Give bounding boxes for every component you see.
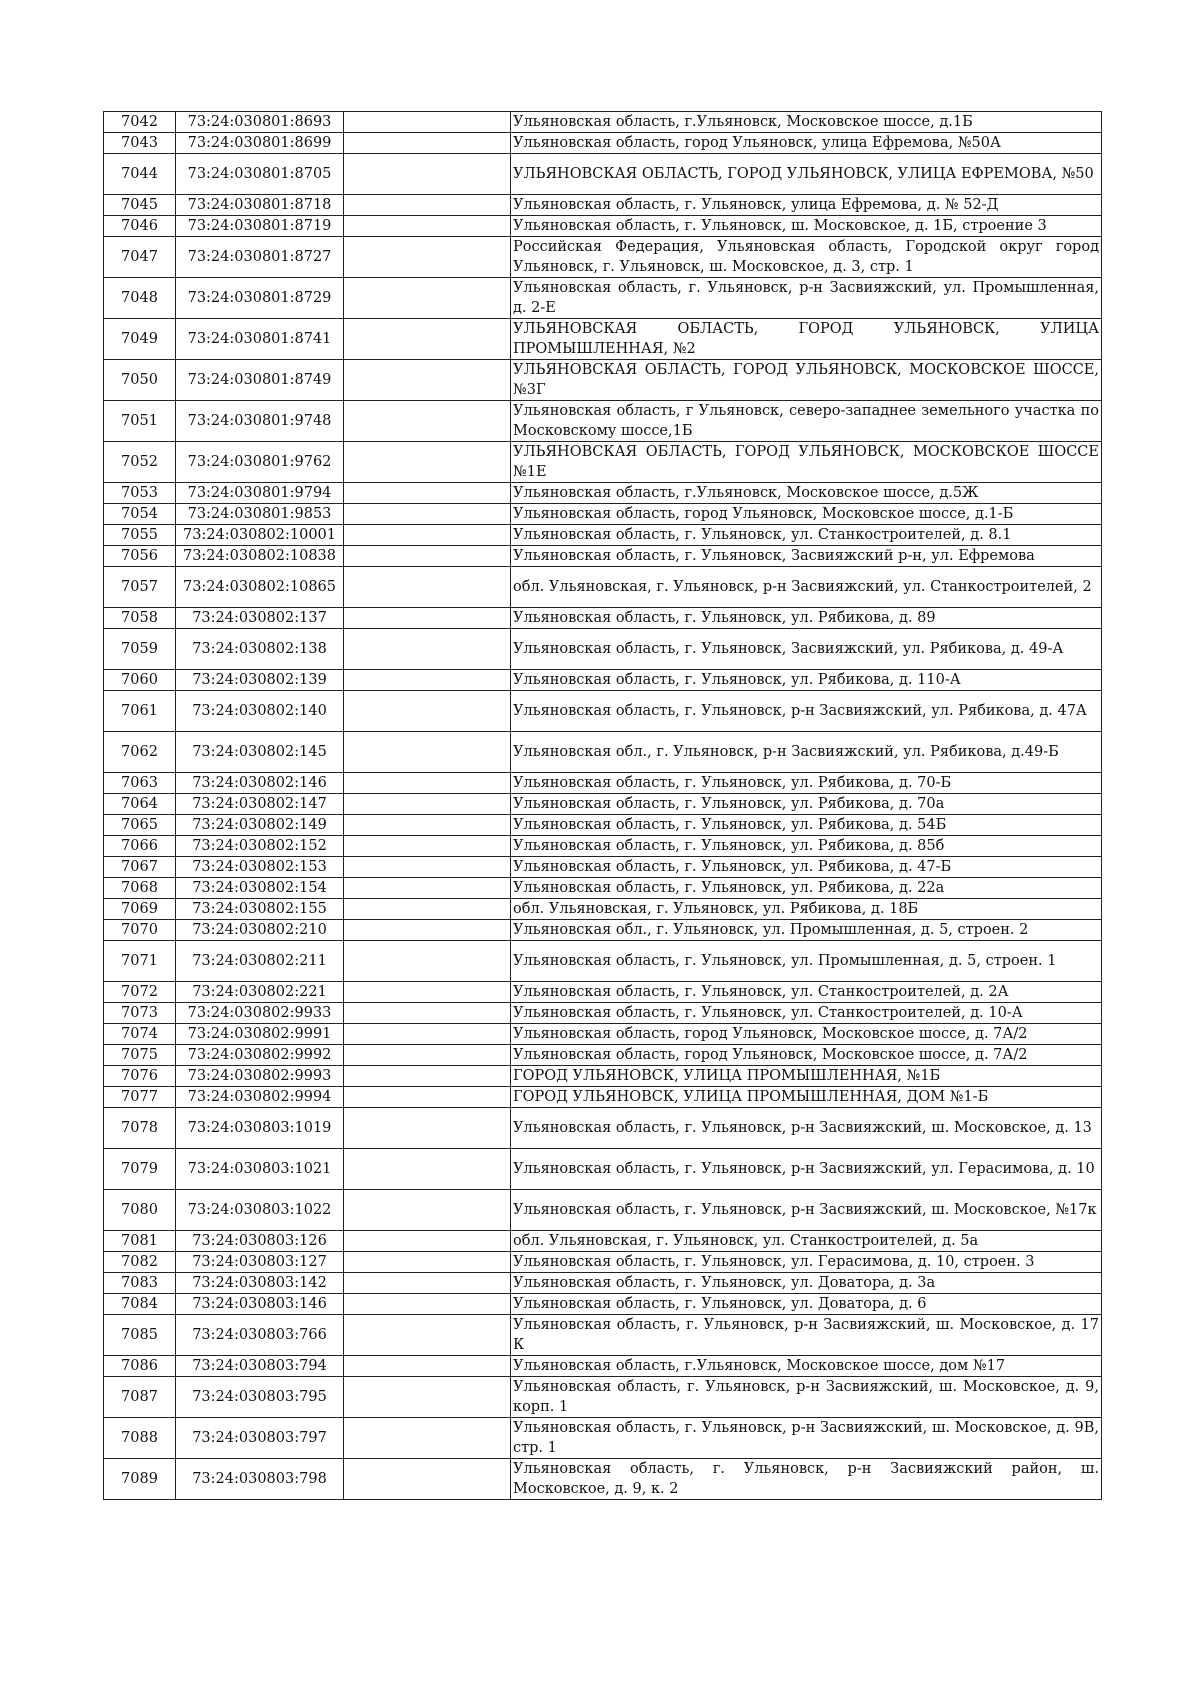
document-page — [103, 111, 1101, 1500]
address-cell: Ульяновская область, г. Ульяновск, ул. Станкостроителей, д. 8.1 — [511, 525, 1102, 546]
row-number: 7089 — [104, 1459, 176, 1500]
empty-cell — [344, 195, 511, 216]
cadastral-number: 73:24:030802:137 — [176, 608, 344, 629]
cadastral-number: 73:24:030803:1019 — [176, 1108, 344, 1149]
row-number: 7084 — [104, 1294, 176, 1315]
address-cell: УЛЬЯНОВСКАЯ ОБЛАСТЬ, ГОРОД УЛЬЯНОВСК, УЛИЦА ЕФРЕМОВА, №50 — [511, 154, 1102, 195]
empty-cell — [344, 1294, 511, 1315]
address-cell: УЛЬЯНОВСКАЯ ОБЛАСТЬ, ГОРОД УЛЬЯНОВСК, УЛИЦА ПРОМЫШЛЕННАЯ, №2 — [511, 319, 1102, 360]
row-number: 7077 — [104, 1087, 176, 1108]
row-number: 7072 — [104, 982, 176, 1003]
table-row — [104, 567, 1102, 608]
row-number: 7080 — [104, 1190, 176, 1231]
address-cell: Ульяновская область, г. Ульяновск, ш. Московское, д. 1Б, строение 3 — [511, 216, 1102, 237]
cadastral-number: 73:24:030802:10865 — [176, 567, 344, 608]
address-cell: обл. Ульяновская, г. Ульяновск, ул. Рябикова, д. 18Б — [511, 899, 1102, 920]
empty-cell — [344, 567, 511, 608]
cadastral-number: 73:24:030801:9748 — [176, 401, 344, 442]
table-body — [104, 112, 1102, 1500]
address-cell: Ульяновская область, город Ульяновск, Московское шоссе, д. 7А/2 — [511, 1045, 1102, 1066]
table-row — [104, 1294, 1102, 1315]
empty-cell — [344, 815, 511, 836]
empty-cell — [344, 154, 511, 195]
empty-cell — [344, 1108, 511, 1149]
empty-cell — [344, 1315, 511, 1356]
address-cell: Ульяновская область, г. Ульяновск, ул. Рябикова, д. 54Б — [511, 815, 1102, 836]
row-number: 7087 — [104, 1377, 176, 1418]
table-row — [104, 941, 1102, 982]
row-number: 7046 — [104, 216, 176, 237]
address-cell: Ульяновская область, г. Ульяновск, р-н Засвияжский, ш. Московское, д. 13 — [511, 1108, 1102, 1149]
cadastral-number: 73:24:030801:8729 — [176, 278, 344, 319]
table-row — [104, 442, 1102, 483]
empty-cell — [344, 732, 511, 773]
cadastral-number: 73:24:030801:8718 — [176, 195, 344, 216]
empty-cell — [344, 546, 511, 567]
table-row — [104, 504, 1102, 525]
cadastral-number: 73:24:030803:797 — [176, 1418, 344, 1459]
address-cell: Ульяновская область, г. Ульяновск, р-н Засвияжский, ш. Московское, д. 9В, стр. 1 — [511, 1418, 1102, 1459]
table-row — [104, 982, 1102, 1003]
address-cell: Ульяновская область, г. Ульяновск, р-н Засвияжский район, ш. Московское, д. 9, к. 2 — [511, 1459, 1102, 1500]
table-row — [104, 1315, 1102, 1356]
row-number: 7083 — [104, 1273, 176, 1294]
address-cell: УЛЬЯНОВСКАЯ ОБЛАСТЬ, ГОРОД УЛЬЯНОВСК, МОСКОВСКОЕ ШОССЕ, №3Г — [511, 360, 1102, 401]
empty-cell — [344, 1356, 511, 1377]
cadastral-number: 73:24:030802:9991 — [176, 1024, 344, 1045]
row-number: 7062 — [104, 732, 176, 773]
row-number: 7076 — [104, 1066, 176, 1087]
empty-cell — [344, 1024, 511, 1045]
cadastral-number: 73:24:030803:795 — [176, 1377, 344, 1418]
row-number: 7086 — [104, 1356, 176, 1377]
empty-cell — [344, 982, 511, 1003]
address-cell: Ульяновская область, г. Ульяновск, р-н Засвияжский, ул. Рябикова, д. 47А — [511, 691, 1102, 732]
cadastral-number: 73:24:030803:1021 — [176, 1149, 344, 1190]
address-cell: Ульяновская область, г. Ульяновск, ул. Рябикова, д. 22а — [511, 878, 1102, 899]
row-number: 7069 — [104, 899, 176, 920]
cadastral-number: 73:24:030802:9993 — [176, 1066, 344, 1087]
empty-cell — [344, 670, 511, 691]
address-cell: ГОРОД УЛЬЯНОВСК, УЛИЦА ПРОМЫШЛЕННАЯ, ДОМ №1-Б — [511, 1087, 1102, 1108]
cadastral-number: 73:24:030803:794 — [176, 1356, 344, 1377]
empty-cell — [344, 1149, 511, 1190]
table-row — [104, 319, 1102, 360]
empty-cell — [344, 794, 511, 815]
table-row — [104, 878, 1102, 899]
table-row — [104, 920, 1102, 941]
address-cell: Ульяновская область, город Ульяновск, улица Ефремова, №50А — [511, 133, 1102, 154]
cadastral-number: 73:24:030801:8719 — [176, 216, 344, 237]
empty-cell — [344, 278, 511, 319]
row-number: 7067 — [104, 857, 176, 878]
cadastral-number: 73:24:030802:210 — [176, 920, 344, 941]
row-number: 7051 — [104, 401, 176, 442]
table-row — [104, 278, 1102, 319]
cadastral-number: 73:24:030802:139 — [176, 670, 344, 691]
table-row — [104, 815, 1102, 836]
empty-cell — [344, 483, 511, 504]
empty-cell — [344, 1418, 511, 1459]
address-cell: Ульяновская область, г. Ульяновск, Засвияжский р-н, ул. Ефремова — [511, 546, 1102, 567]
address-cell: Ульяновская область, г. Ульяновск, ул. Доватора, д. 3а — [511, 1273, 1102, 1294]
cadastral-number: 73:24:030802:153 — [176, 857, 344, 878]
row-number: 7058 — [104, 608, 176, 629]
table-row — [104, 1108, 1102, 1149]
address-cell: Ульяновская область, г. Ульяновск, ул. Промышленная, д. 5, строен. 1 — [511, 941, 1102, 982]
table-row — [104, 195, 1102, 216]
table-row — [104, 1087, 1102, 1108]
row-number: 7049 — [104, 319, 176, 360]
empty-cell — [344, 899, 511, 920]
address-cell: Ульяновская область, г.Ульяновск, Московское шоссе, дом №17 — [511, 1356, 1102, 1377]
cadastral-number: 73:24:030801:9794 — [176, 483, 344, 504]
empty-cell — [344, 1066, 511, 1087]
table-row — [104, 237, 1102, 278]
cadastral-number: 73:24:030802:138 — [176, 629, 344, 670]
address-cell: Ульяновская область, г. Ульяновск, ул. Станкостроителей, д. 2А — [511, 982, 1102, 1003]
row-number: 7081 — [104, 1231, 176, 1252]
table-row — [104, 1231, 1102, 1252]
row-number: 7045 — [104, 195, 176, 216]
table-row — [104, 112, 1102, 133]
empty-cell — [344, 1087, 511, 1108]
row-number: 7047 — [104, 237, 176, 278]
address-cell: Ульяновская область, г Ульяновск, северо-западнее земельного участка по Московскому шоссе,1Б — [511, 401, 1102, 442]
table-row — [104, 1190, 1102, 1231]
address-cell: Ульяновская область, г. Ульяновск, ул. Рябикова, д. 85б — [511, 836, 1102, 857]
cadastral-number: 73:24:030803:142 — [176, 1273, 344, 1294]
cadastral-number: 73:24:030802:146 — [176, 773, 344, 794]
row-number: 7073 — [104, 1003, 176, 1024]
cadastral-number: 73:24:030802:9992 — [176, 1045, 344, 1066]
empty-cell — [344, 1273, 511, 1294]
row-number: 7064 — [104, 794, 176, 815]
address-cell: Ульяновская обл., г. Ульяновск, ул. Промышленная, д. 5, строен. 2 — [511, 920, 1102, 941]
cadastral-number: 73:24:030801:8693 — [176, 112, 344, 133]
table-row — [104, 1356, 1102, 1377]
table-row — [104, 1252, 1102, 1273]
row-number: 7079 — [104, 1149, 176, 1190]
address-cell: УЛЬЯНОВСКАЯ ОБЛАСТЬ, ГОРОД УЛЬЯНОВСК, МОСКОВСКОЕ ШОССЕ №1Е — [511, 442, 1102, 483]
table-row — [104, 1459, 1102, 1500]
cadastral-number: 73:24:030801:8749 — [176, 360, 344, 401]
row-number: 7074 — [104, 1024, 176, 1045]
cadastral-number: 73:24:030801:9853 — [176, 504, 344, 525]
cadastral-number: 73:24:030802:9994 — [176, 1087, 344, 1108]
table-row — [104, 899, 1102, 920]
row-number: 7050 — [104, 360, 176, 401]
table-row — [104, 401, 1102, 442]
row-number: 7053 — [104, 483, 176, 504]
table-row — [104, 857, 1102, 878]
cadastral-number: 73:24:030802:221 — [176, 982, 344, 1003]
cadastral-number: 73:24:030802:10838 — [176, 546, 344, 567]
table-row — [104, 1024, 1102, 1045]
table-row — [104, 1066, 1102, 1087]
cadastral-number: 73:24:030802:155 — [176, 899, 344, 920]
row-number: 7055 — [104, 525, 176, 546]
row-number: 7085 — [104, 1315, 176, 1356]
empty-cell — [344, 941, 511, 982]
address-cell: ГОРОД УЛЬЯНОВСК, УЛИЦА ПРОМЫШЛЕННАЯ, №1Б — [511, 1066, 1102, 1087]
empty-cell — [344, 237, 511, 278]
cadastral-number: 73:24:030803:146 — [176, 1294, 344, 1315]
empty-cell — [344, 836, 511, 857]
table-row — [104, 773, 1102, 794]
cadastral-number: 73:24:030802:147 — [176, 794, 344, 815]
row-number: 7052 — [104, 442, 176, 483]
row-number: 7054 — [104, 504, 176, 525]
table-row — [104, 546, 1102, 567]
address-cell: Российская Федерация, Ульяновская область, Городской округ город Ульяновск, г. Ульяновск, ш. Московское, д. 3, стр. 1 — [511, 237, 1102, 278]
address-cell: Ульяновская область, г. Ульяновск, Засвияжский, ул. Рябикова, д. 49-А — [511, 629, 1102, 670]
empty-cell — [344, 857, 511, 878]
empty-cell — [344, 442, 511, 483]
cadastral-number: 73:24:030801:8741 — [176, 319, 344, 360]
empty-cell — [344, 608, 511, 629]
address-cell: Ульяновская область, г. Ульяновск, ул. Рябикова, д. 89 — [511, 608, 1102, 629]
cadastral-number: 73:24:030803:127 — [176, 1252, 344, 1273]
table-row — [104, 732, 1102, 773]
empty-cell — [344, 629, 511, 670]
address-cell: Ульяновская область, г. Ульяновск, ул. Рябикова, д. 47-Б — [511, 857, 1102, 878]
table-row — [104, 216, 1102, 237]
row-number: 7071 — [104, 941, 176, 982]
cadastral-number: 73:24:030802:152 — [176, 836, 344, 857]
empty-cell — [344, 1459, 511, 1500]
row-number: 7059 — [104, 629, 176, 670]
empty-cell — [344, 920, 511, 941]
row-number: 7066 — [104, 836, 176, 857]
address-cell: Ульяновская область, г. Ульяновск, р-н Засвияжский, ш. Московское, №17к — [511, 1190, 1102, 1231]
address-cell: Ульяновская область, г. Ульяновск, ул. Рябикова, д. 110-А — [511, 670, 1102, 691]
address-cell: Ульяновская область, г. Ульяновск, р-н Засвияжский, ш. Московское, д. 17 К — [511, 1315, 1102, 1356]
table-row — [104, 1149, 1102, 1190]
table-row — [104, 154, 1102, 195]
cadastral-number: 73:24:030802:154 — [176, 878, 344, 899]
address-cell: Ульяновская область, г. Ульяновск, ул. Герасимова, д. 10, строен. 3 — [511, 1252, 1102, 1273]
table-row — [104, 794, 1102, 815]
address-cell: Ульяновская область, город Ульяновск, Московское шоссе, д.1-Б — [511, 504, 1102, 525]
empty-cell — [344, 133, 511, 154]
property-table — [103, 111, 1102, 1500]
row-number: 7057 — [104, 567, 176, 608]
cadastral-number: 73:24:030803:1022 — [176, 1190, 344, 1231]
empty-cell — [344, 691, 511, 732]
cadastral-number: 73:24:030802:140 — [176, 691, 344, 732]
table-row — [104, 691, 1102, 732]
row-number: 7078 — [104, 1108, 176, 1149]
empty-cell — [344, 1231, 511, 1252]
address-cell: Ульяновская обл., г. Ульяновск, р-н Засвияжский, ул. Рябикова, д.49-Б — [511, 732, 1102, 773]
row-number: 7044 — [104, 154, 176, 195]
cadastral-number: 73:24:030802:211 — [176, 941, 344, 982]
row-number: 7088 — [104, 1418, 176, 1459]
row-number: 7061 — [104, 691, 176, 732]
address-cell: Ульяновская область, г. Ульяновск, ул. Рябикова, д. 70а — [511, 794, 1102, 815]
cadastral-number: 73:24:030802:9933 — [176, 1003, 344, 1024]
cadastral-number: 73:24:030801:8705 — [176, 154, 344, 195]
table-row — [104, 629, 1102, 670]
row-number: 7042 — [104, 112, 176, 133]
empty-cell — [344, 525, 511, 546]
empty-cell — [344, 401, 511, 442]
empty-cell — [344, 1190, 511, 1231]
address-cell: Ульяновская область, г.Ульяновск, Московское шоссе, д.1Б — [511, 112, 1102, 133]
table-row — [104, 133, 1102, 154]
table-row — [104, 836, 1102, 857]
table-row — [104, 1418, 1102, 1459]
empty-cell — [344, 1003, 511, 1024]
address-cell: Ульяновская область, г. Ульяновск, р-н Засвияжский, ул. Промышленная, д. 2-Е — [511, 278, 1102, 319]
cadastral-number: 73:24:030801:9762 — [176, 442, 344, 483]
empty-cell — [344, 319, 511, 360]
empty-cell — [344, 1377, 511, 1418]
table-row — [104, 525, 1102, 546]
table-row — [104, 1377, 1102, 1418]
cadastral-number: 73:24:030802:10001 — [176, 525, 344, 546]
row-number: 7056 — [104, 546, 176, 567]
table-row — [104, 360, 1102, 401]
address-cell: Ульяновская область, г. Ульяновск, ул. Доватора, д. 6 — [511, 1294, 1102, 1315]
table-row — [104, 483, 1102, 504]
empty-cell — [344, 1252, 511, 1273]
cadastral-number: 73:24:030803:798 — [176, 1459, 344, 1500]
table-row — [104, 1003, 1102, 1024]
address-cell: Ульяновская область, город Ульяновск, Московское шоссе, д. 7А/2 — [511, 1024, 1102, 1045]
table-row — [104, 608, 1102, 629]
row-number: 7063 — [104, 773, 176, 794]
empty-cell — [344, 360, 511, 401]
row-number: 7082 — [104, 1252, 176, 1273]
row-number: 7065 — [104, 815, 176, 836]
row-number: 7048 — [104, 278, 176, 319]
cadastral-number: 73:24:030801:8699 — [176, 133, 344, 154]
row-number: 7060 — [104, 670, 176, 691]
cadastral-number: 73:24:030801:8727 — [176, 237, 344, 278]
empty-cell — [344, 216, 511, 237]
address-cell: Ульяновская область, г. Ульяновск, р-н Засвияжский, ул. Герасимова, д. 10 — [511, 1149, 1102, 1190]
empty-cell — [344, 1045, 511, 1066]
row-number: 7070 — [104, 920, 176, 941]
cadastral-number: 73:24:030803:126 — [176, 1231, 344, 1252]
row-number: 7043 — [104, 133, 176, 154]
address-cell: Ульяновская область, г. Ульяновск, р-н Засвияжский, ш. Московское, д. 9, корп. 1 — [511, 1377, 1102, 1418]
address-cell: обл. Ульяновская, г. Ульяновск, ул. Станкостроителей, д. 5а — [511, 1231, 1102, 1252]
empty-cell — [344, 878, 511, 899]
table-row — [104, 1273, 1102, 1294]
table-row — [104, 670, 1102, 691]
cadastral-number: 73:24:030803:766 — [176, 1315, 344, 1356]
address-cell: Ульяновская область, г. Ульяновск, улица Ефремова, д. № 52-Д — [511, 195, 1102, 216]
table-row — [104, 1045, 1102, 1066]
empty-cell — [344, 112, 511, 133]
cadastral-number: 73:24:030802:149 — [176, 815, 344, 836]
address-cell: обл. Ульяновская, г. Ульяновск, р-н Засвияжский, ул. Станкостроителей, 2 — [511, 567, 1102, 608]
empty-cell — [344, 773, 511, 794]
address-cell: Ульяновская область, г.Ульяновск, Московское шоссе, д.5Ж — [511, 483, 1102, 504]
empty-cell — [344, 504, 511, 525]
cadastral-number: 73:24:030802:145 — [176, 732, 344, 773]
address-cell: Ульяновская область, г. Ульяновск, ул. Станкостроителей, д. 10-А — [511, 1003, 1102, 1024]
row-number: 7075 — [104, 1045, 176, 1066]
address-cell: Ульяновская область, г. Ульяновск, ул. Рябикова, д. 70-Б — [511, 773, 1102, 794]
row-number: 7068 — [104, 878, 176, 899]
